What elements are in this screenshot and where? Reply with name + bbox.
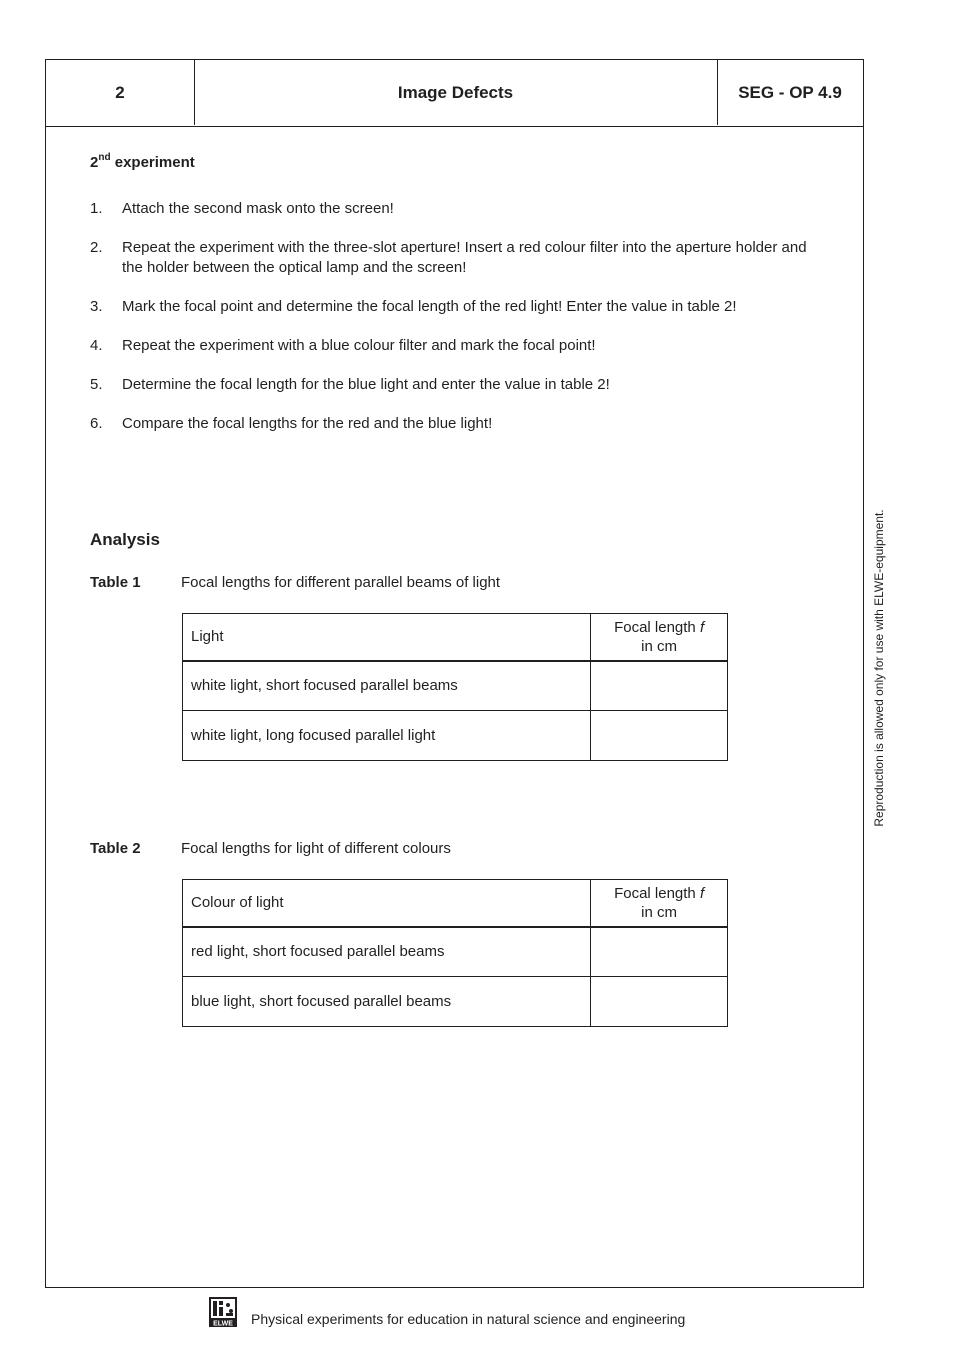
experiment-title: experiment <box>110 154 195 171</box>
list-item <box>90 336 830 356</box>
step-number: 4. <box>90 337 103 354</box>
step-number: 2. <box>90 239 103 256</box>
light-cell: white light, long focused parallel light <box>183 711 591 761</box>
focal-length-entry-cell[interactable] <box>591 977 728 1027</box>
unit-label: in cm <box>641 903 678 921</box>
table-header-row <box>183 880 728 927</box>
list-item <box>90 414 830 434</box>
step-number: 1. <box>90 200 103 217</box>
table-header-row <box>183 614 728 661</box>
colour-cell: blue light, short focused parallel beams <box>183 977 591 1027</box>
step-number: 3. <box>90 298 103 315</box>
step-number: 6. <box>90 415 103 432</box>
unit-label: in cm <box>641 637 678 655</box>
column-header-light: Light <box>183 614 591 661</box>
column-header-focal-length <box>591 614 728 661</box>
table-row <box>183 927 728 977</box>
table2-caption <box>90 840 451 857</box>
list-item <box>90 375 830 395</box>
table2 <box>182 879 728 1027</box>
table-row <box>183 977 728 1027</box>
experiment-ordinal: 2 <box>90 154 99 171</box>
footer-text: Physical experiments for education in natural science and engineering <box>251 1311 686 1327</box>
light-cell: white light, short focused parallel beams <box>183 661 591 711</box>
page-number: 2 <box>46 60 195 125</box>
step-text: Compare the focal lengths for the red and the blue light! <box>122 415 493 432</box>
table-row <box>183 661 728 711</box>
focal-length-entry-cell[interactable] <box>591 711 728 761</box>
table1-caption <box>90 574 500 591</box>
table2-label: Table 2 <box>90 840 141 857</box>
document-code: SEG - OP 4.9 <box>738 82 842 102</box>
page-title: Image Defects <box>194 60 718 125</box>
focal-length-entry-cell[interactable] <box>591 927 728 977</box>
step-text: Attach the second mask onto the screen! <box>122 200 394 217</box>
focal-length-entry-cell[interactable] <box>591 661 728 711</box>
page-header <box>46 60 863 127</box>
table1 <box>182 613 728 761</box>
focal-length-label: Focal length <box>614 884 700 902</box>
svg-text:ELWE: ELWE <box>213 1320 233 1327</box>
table1-label: Table 1 <box>90 574 141 591</box>
list-item <box>90 238 830 278</box>
experiment-steps <box>90 199 830 453</box>
table-row <box>183 711 728 761</box>
step-text: Mark the focal point and determine the focal length of the red light! Enter the value in table 2! <box>122 298 737 315</box>
experiment-heading <box>90 154 195 171</box>
table2-caption-text: Focal lengths for light of different colours <box>181 840 451 857</box>
reproduction-note: Reproduction is allowed only for use with ELWE-equipment. <box>872 509 886 827</box>
elwe-logo-icon <box>209 1297 237 1327</box>
focal-length-variable: f <box>699 618 705 636</box>
table1-caption-text: Focal lengths for different parallel beams of light <box>181 574 501 591</box>
list-item <box>90 199 830 219</box>
step-text: Repeat the experiment with the three-slot aperture! Insert a red colour filter into the aperture holder and the holder between the optical lamp and the screen! <box>122 239 807 276</box>
step-number: 5. <box>90 376 103 393</box>
colour-cell: red light, short focused parallel beams <box>183 927 591 977</box>
analysis-heading: Analysis <box>90 530 160 549</box>
page-footer <box>209 1297 685 1327</box>
step-text: Determine the focal length for the blue light and enter the value in table 2! <box>122 376 610 393</box>
column-header-focal-length <box>591 880 728 927</box>
list-item <box>90 297 830 317</box>
focal-length-label: Focal length <box>614 618 700 636</box>
step-text: Repeat the experiment with a blue colour filter and mark the focal point! <box>122 337 596 354</box>
focal-length-variable: f <box>699 884 705 902</box>
column-header-colour: Colour of light <box>183 880 591 927</box>
experiment-ordinal-suffix: nd <box>98 152 111 163</box>
